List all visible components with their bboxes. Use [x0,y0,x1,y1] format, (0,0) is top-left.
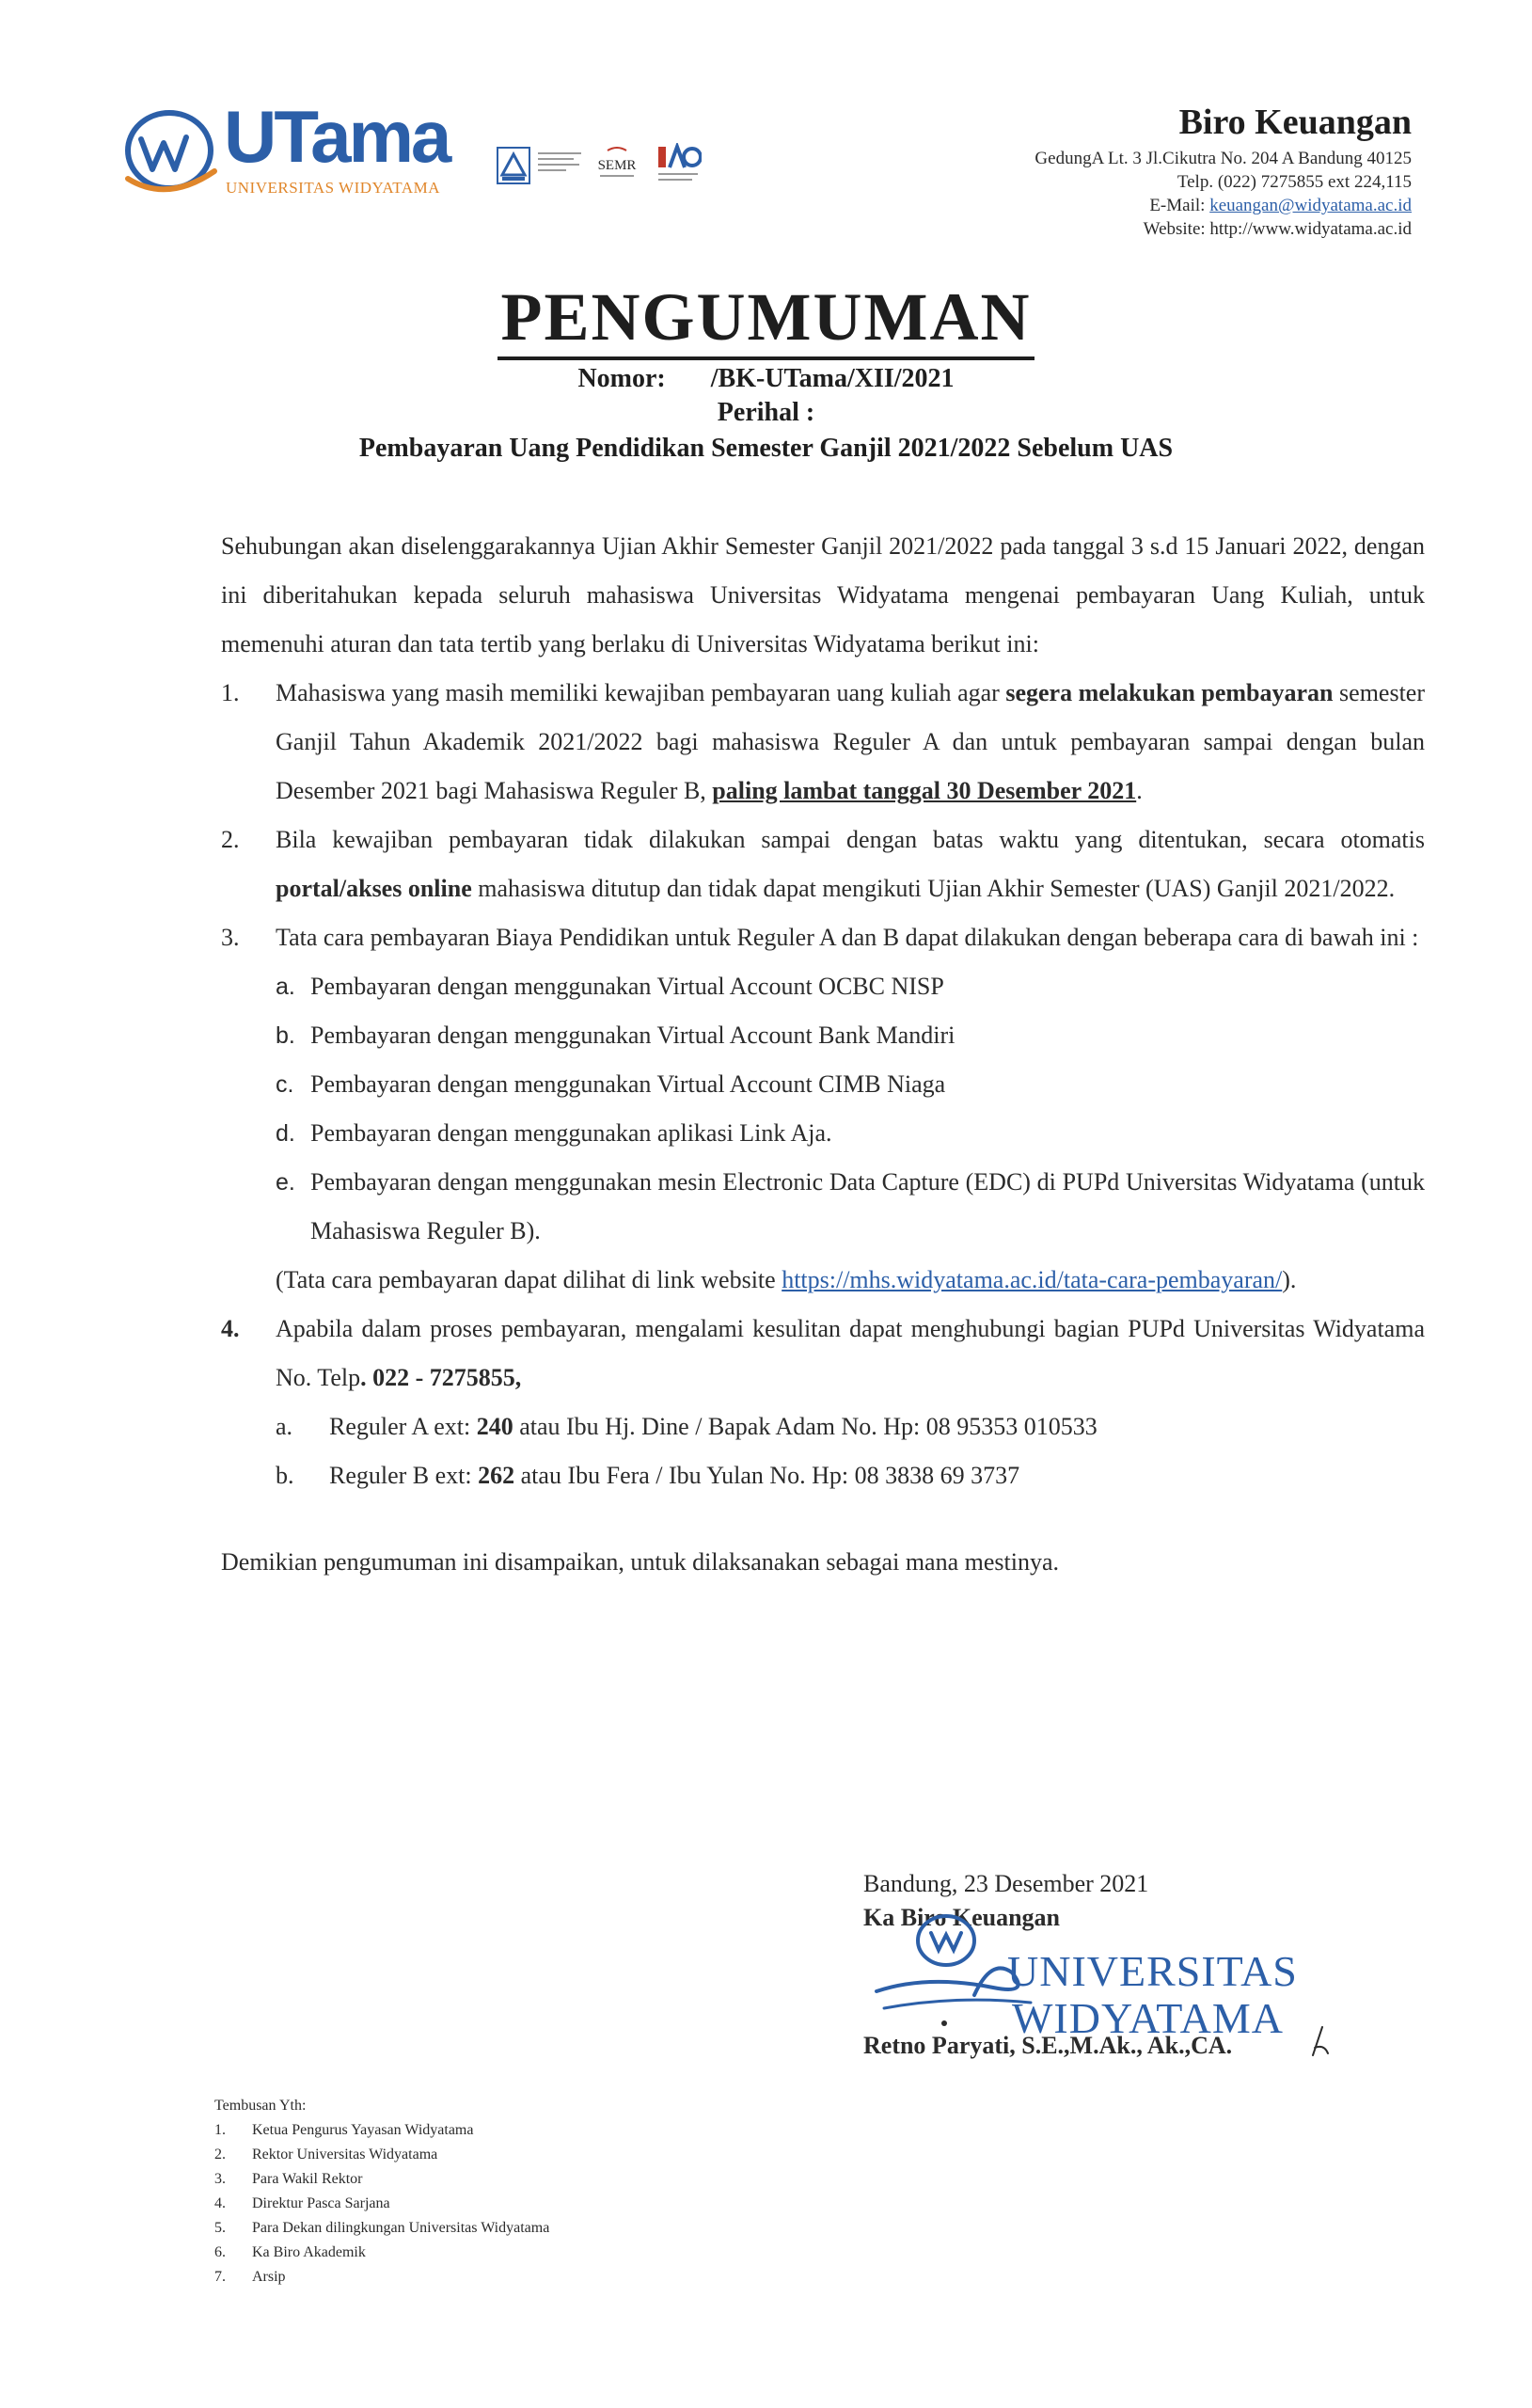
contact-reguler-b [221,1451,1425,1500]
logo-subtitle: UNIVERSITAS WIDYATAMA [226,179,440,197]
cc-text: Arsip [252,2269,286,2285]
cc-number: 5. [214,2220,226,2236]
item1-text-3: . [1136,777,1143,804]
logo-wordmark: UTama [224,95,450,178]
option-text: Pembayaran dengan menggunakan Virtual Account OCBC NISP [310,973,944,1000]
cc-text: Para Dekan dilingkungan Universitas Widyatama [252,2220,550,2236]
payment-option-b [221,1011,1425,1060]
cc-text: Ketua Pengurus Yayasan Widyatama [252,2122,474,2138]
office-phone: Telp. (022) 7275855 ext 224,115 [1177,172,1412,192]
nomor-label: Nomor: [577,364,666,393]
office-address: GedungA Lt. 3 Jl.Cikutra No. 204 A Bandung 40125 [1034,149,1412,168]
cc-number: 6. [214,2244,226,2260]
item4-text-1: Apabila dalam proses pembayaran, mengalami kesulitan dapat menghubungi bagian PUPd Universitas Widyatama No. Telp [276,1315,1425,1391]
item1-text-1: Mahasiswa yang masih memiliki kewajiban pembayaran uang kuliah agar [276,679,1006,706]
semr-badge [591,145,643,186]
signatory-name: Retno Paryati, S.E.,M.Ak., Ak.,CA. [863,2032,1233,2059]
list-item-3 [221,913,1425,962]
option-text: Pembayaran dengan menggunakan aplikasi Link Aja. [310,1119,832,1147]
cc-text: Ka Biro Akademik [252,2244,366,2260]
list-item-number: 2. [221,826,240,853]
list-item [214,2167,549,2192]
option-letter: e. [276,1169,295,1196]
cc-number: 2. [214,2147,226,2162]
item2-bold-1: portal/akses online [276,875,472,902]
announcement-body [221,522,1425,1587]
announcement-list [221,669,1425,962]
payment-guide-note [221,1256,1425,1305]
cc-text: Para Wakil Rektor [252,2171,363,2187]
signatory-role: Ka Biro Keuangan [863,1904,1061,1931]
semr-text: SEMR [597,158,637,173]
widyatama-emblem-icon [120,105,224,199]
intro-paragraph: Sehubungan akan diselenggarakannya Ujian Akhir Semester Ganjil 2021/2022 pada tanggal 3 s.d 15 Januari 2022, dengan ini diberitahukan kepada seluruh mahasiswa Universitas Widyatama mengenai pembayaran Uang Kuliah, untuk memenuhi aturan dan tata tertib yang berlaku di Universitas Widyatama berikut ini: [221,532,1425,657]
semr-mark-icon [591,145,643,186]
option-letter: c. [276,1071,294,1098]
cc-number: 1. [214,2122,226,2138]
cc-number: 4. [214,2195,226,2211]
option-letter: b. [276,1022,295,1049]
cc-number: 3. [214,2171,226,2187]
carbon-copy-list [214,2094,549,2289]
payment-option-e [221,1158,1425,1256]
nomor-value: /BK-UTama/XII/2021 [710,364,955,393]
list-item [214,2241,549,2265]
office-website: Website: http://www.widyatama.ac.id [1143,219,1412,239]
list-item-1 [221,669,1425,816]
option-text: Pembayaran dengan menggunakan Virtual Account CIMB Niaga [310,1070,946,1098]
signature-block [863,1867,1390,2059]
certification-badge-icon [497,147,530,184]
cc-label: Tembusan Yth: [214,2098,307,2114]
note-prefix: (Tata cara pembayaran dapat dilihat di link website [276,1266,782,1293]
contact-letter: b. [276,1462,294,1489]
contact-text-2: atau Ibu Fera / Ibu Yulan No. Hp: 08 3838 69 3737 [514,1462,1020,1489]
certification-text-icon [536,147,592,184]
payment-guide-link[interactable]: https://mhs.widyatama.ac.id/tata-cara-pembayaran/ [782,1266,1283,1293]
item2-text-2: mahasiswa ditutup dan tidak dapat mengikuti Ujian Akhir Semester (UAS) Ganjil 2021/2022. [471,875,1396,902]
list-item [214,2143,549,2167]
announcement-heading [0,277,1532,467]
office-title: Biro Keuangan [1178,103,1412,142]
signature-initial-icon [1305,2025,1332,2059]
contact-letter: a. [276,1413,293,1440]
option-text: Pembayaran dengan menggunakan Virtual Account Bank Mandiri [310,1022,956,1049]
announcement-title: PENGUMUMAN [498,277,1035,360]
university-stamp [871,1905,1350,2046]
list-item-number: 4. [221,1315,240,1342]
office-email-line [1034,194,1412,217]
email-link[interactable]: keuangan@widyatama.ac.id [1209,196,1412,215]
payment-option-d [221,1109,1425,1158]
contact-text-2: atau Ibu Hj. Dine / Bapak Adam No. Hp: 08 95353 010533 [513,1413,1098,1440]
note-suffix: ). [1282,1266,1297,1293]
contact-text-1: Reguler A ext: [329,1413,477,1440]
office-contact-block [1034,147,1412,241]
university-logo [120,95,722,199]
list-item [214,2192,549,2216]
list-item-number: 3. [221,924,240,951]
item4-phone: . 022 - 7275855, [360,1364,522,1391]
list-item-number: 1. [221,679,240,706]
accreditation-badge-icon [655,143,702,186]
cc-number: 7. [214,2269,226,2285]
list-item [214,2118,549,2143]
perihal-label: Perihal : [717,398,815,427]
cc-items [214,2118,549,2289]
list-item-2 [221,816,1425,913]
email-label: E-Mail: [1149,196,1210,215]
payment-option-a [221,962,1425,1011]
item3-text: Tata cara pembayaran Biaya Pendidikan untuk Reguler A dan B dapat dilakukan dengan beberapa cara di bawah ini : [276,924,1419,951]
list-item [214,2216,549,2241]
stamp-text-line-2: WIDYATAMA [1012,1994,1284,2042]
closing-paragraph: Demikian pengumuman ini disampaikan, untuk dilaksanakan sebagai mana mestinya. [221,1548,1059,1576]
stamp-text-line-1: UNIVERSITAS [1007,1947,1298,1995]
announcement-number [0,362,1532,396]
place-date: Bandung, 23 Desember 2021 [863,1870,1149,1897]
option-letter: d. [276,1120,295,1147]
payment-option-c [221,1060,1425,1109]
option-text: Pembayaran dengan menggunakan mesin Electronic Data Capture (EDC) di PUPd Universitas Widyatama (untuk Mahasiswa Reguler B). [310,1168,1425,1244]
item1-text-2: semester Ganjil Tahun Akademik 2021/2022 bagi mahasiswa Reguler A dan untuk pembayaran sampai dengan bulan Desember 2021 bagi Mahasiswa Reguler B, [276,679,1425,804]
contact-reguler-a [221,1402,1425,1451]
cc-text: Direktur Pasca Sarjana [252,2195,390,2211]
contact-text-1: Reguler B ext: [329,1462,479,1489]
item2-text-1: Bila kewajiban pembayaran tidak dilakukan sampai dengan batas waktu yang ditentukan, secara otomatis [276,826,1425,853]
list-item-4 [221,1305,1425,1402]
item1-bold-1: segera melakukan pembayaran [1005,679,1334,706]
cc-text: Rektor Universitas Widyatama [252,2147,438,2162]
perihal-subject: Pembayaran Uang Pendidikan Semester Ganjil 2021/2022 Sebelum UAS [358,434,1174,463]
contact-ext: 262 [478,1462,515,1489]
option-letter: a. [276,974,295,1000]
item1-deadline: paling lambat tanggal 30 Desember 2021 [712,777,1137,804]
contact-ext: 240 [476,1413,513,1440]
list-item [214,2265,549,2289]
